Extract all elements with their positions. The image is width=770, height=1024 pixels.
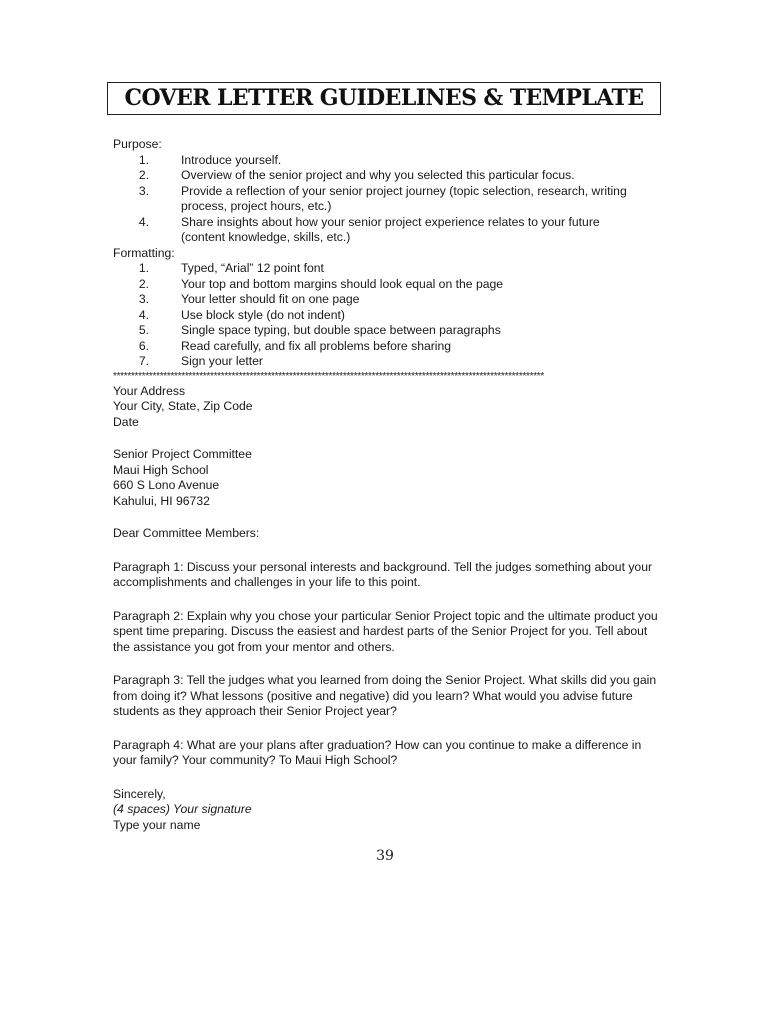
closing-signature: (4 spaces) Your signature (113, 802, 252, 816)
item-number: 6. (138, 338, 149, 353)
item-number: 2. (138, 276, 149, 291)
item-text: Your top and bottom margins should look equal on the page (181, 276, 504, 291)
recipient-line: Kahului, HI 96732 (113, 493, 210, 508)
item-number: 3. (138, 292, 149, 306)
item-number: 5. (138, 323, 149, 337)
item-number: 4. (138, 214, 149, 229)
recipient-line: Maui High School (113, 462, 209, 477)
sender-city: Your City, State, Zip Code (113, 399, 253, 413)
item-text: Sign your letter (181, 354, 263, 368)
paragraph-3: Paragraph 3: Tell the judges what you learned from doing the Senior Project. What skills did you gain from doing it? What lessons (positive and negative) did you learn? What would you advise future students as they approach their Senior Project year? (113, 673, 657, 718)
list-item (113, 354, 673, 370)
recipient-line: Senior Project Committee (113, 447, 252, 461)
item-text: Provide a reflection of your senior project journey (topic selection, research, writing process, project hours, etc.) (181, 183, 627, 213)
paragraph-4: Paragraph 4: What are your plans after graduation? How can you continue to make a difference in your family? Your community? To Maui High School? (113, 737, 642, 767)
item-number: 7. (138, 354, 149, 368)
paragraph-1: Paragraph 1: Discuss your personal interests and background. Tell the judges something about your accomplishments and challenges in your life to this point. (113, 559, 653, 589)
list-item (113, 292, 673, 308)
list-item (113, 168, 673, 184)
separator-line: ************************************************************************************************************************ (113, 370, 544, 382)
item-number: 3. (138, 183, 149, 198)
list-item (113, 153, 673, 169)
page-number: 39 (376, 848, 394, 864)
item-number: 2. (138, 168, 149, 182)
closing-sincerely: Sincerely, (113, 786, 166, 801)
purpose-list (113, 153, 673, 246)
list-item (113, 339, 673, 355)
salutation: Dear Committee Members: (113, 526, 260, 540)
document-body (113, 137, 673, 833)
sender-address: Your Address (113, 383, 186, 398)
list-item (113, 184, 673, 215)
item-text: Single space typing, but double space between paragraphs (181, 323, 501, 337)
list-item (113, 323, 673, 339)
paragraph-2: Paragraph 2: Explain why you chose your particular Senior Project topic and the ultimate product you spent time preparing. Discuss the easiest and hardest parts of the Senior Project for you. Tell about the assistance you got from your mentor and others. (113, 608, 658, 654)
list-item (113, 277, 673, 293)
item-text: Share insights about how your senior project experience relates to your future (content knowledge, skills, etc.) (181, 214, 600, 244)
item-text: Read carefully, and fix all problems before sharing (181, 338, 452, 353)
title-box (107, 82, 661, 115)
item-text: Introduce yourself. (181, 152, 282, 167)
item-number: 1. (138, 261, 149, 275)
item-number: 4. (138, 307, 149, 322)
list-item (113, 215, 673, 246)
formatting-label: Formatting: (113, 245, 175, 260)
item-number: 1. (138, 152, 149, 167)
sender-date: Date (113, 414, 139, 429)
formatting-list (113, 261, 673, 370)
item-text: Overview of the senior project and why you selected this particular focus. (181, 168, 575, 182)
closing-name: Type your name (113, 817, 201, 832)
purpose-label: Purpose: (113, 137, 162, 151)
recipient-line: 660 S Lono Avenue (113, 478, 220, 492)
item-text: Use block style (do not indent) (181, 307, 345, 322)
item-text: Typed, “Arial” 12 point font (181, 261, 324, 275)
list-item (113, 261, 673, 277)
document-title: COVER LETTER GUIDELINES & TEMPLATE (124, 84, 644, 111)
list-item (113, 308, 673, 324)
item-text: Your letter should fit on one page (181, 292, 360, 306)
